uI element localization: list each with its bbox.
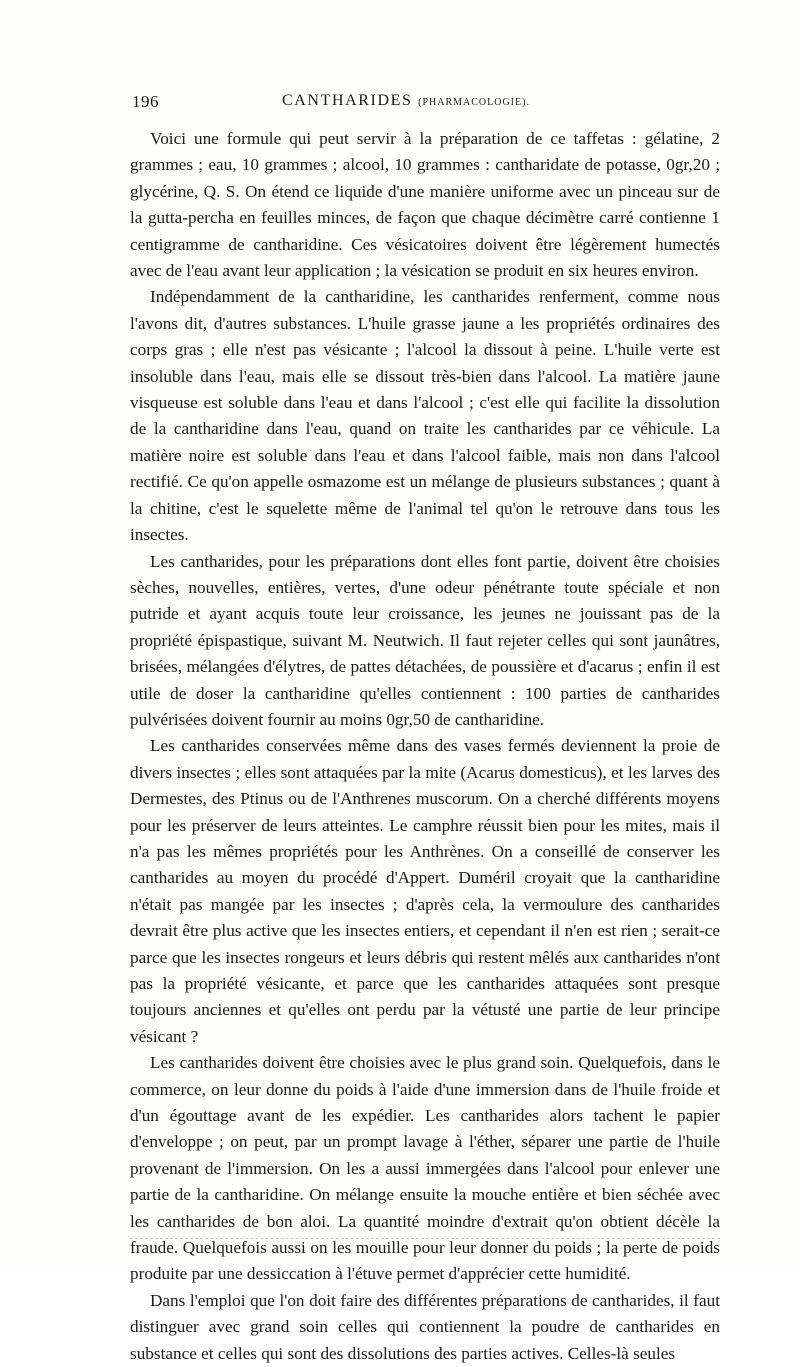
body-text <box>130 126 720 1367</box>
running-subtitle: (PHARMACOLOGIE). <box>418 97 530 108</box>
paragraph: Les cantharides doivent être choisies avec le plus grand soin. Quelquefois, dans le commerce, on leur donne du poids à l'aide d'une immersion dans de l'huile froide et d'un égouttage avant de les expédier. Les cantharides alors tachent le papier d'enveloppe ; on peut, par un prompt lavage à l'éther, séparer une partie de l'huile provenant de l'immersion. On les a aussi immergées dans l'alcool pour enlever une partie de la cantharidine. On mélange ensuite la mouche entière et bien séchée avec les cantharides de bon aloi. La quantité moindre d'extrait qu'on obtient décèle la fraude. Quelquefois aussi on les mouille pour leur donner du poids ; la perte de poids produite par une dessiccation à l'étuve permet d'apprécier cette humidité. <box>130 1053 720 1284</box>
paragraph: Indépendamment de la cantharidine, les cantharides renferment, comme nous l'avons dit, d'autres substances. L'huile grasse jaune a les propriétés ordinaires des corps gras ; elle n'est pas vésicante ; l'alcool la dissout à peine. L'huile verte est insoluble dans l'eau, mais elle se dissout très-bien dans l'alcool. La matière jaune visqueuse est soluble dans l'eau et dans l'alcool ; c'est elle qui facilite la dissolution de la cantharidine dans l'eau, quand on traite les cantharides par ce véhicule. La matière noire est soluble dans l'eau et dans l'alcool faible, mais non dans l'alcool rectifié. Ce qu'on appelle osmazome est un mélange de plusieurs substances ; quant à la chitine, c'est le squelette même de l'animal tel qu'on le retrouve dans tous les insectes. <box>130 287 720 545</box>
paragraph: Voici une formule qui peut servir à la préparation de ce taffetas : gélatine, 2 grammes ; eau, 10 grammes ; alcool, 10 grammes : cantharidate de potasse, 0gr,20 ; glycérine, Q. S. On étend ce liquide d'une manière uniforme avec un pinceau sur de la gutta-percha en feuilles minces, de façon que chaque décimètre carré contienne 1 centigramme de cantharidine. Ces vésicatoires doivent être légèrement humectés avec de l'eau avant leur application ; la vésication se produit en six heures environ. <box>130 129 720 281</box>
running-head <box>282 92 530 110</box>
running-title: CANTHARIDES <box>282 92 413 109</box>
paragraph: Les cantharides conservées même dans des vases fermés deviennent la proie de divers insectes ; elles sont attaquées par la mite (Acarus domesticus), et les larves des Dermestes, des Ptinus ou de l'Anthrenes muscorum. On a cherché différents moyens pour les préserver de leurs atteintes. Le camphre réussit bien pour les mites, mais il n'a pas les mêmes propriétés pour les Anthrènes. On a conseillé de conserver les cantharides au moyen du procédé d'Appert. Duméril croyait que la cantharidine n'était pas mangée par les insectes ; d'après cela, la vermoulure des cantharides devrait être plus active que les insectes entiers, et cependant il n'en est rien ; serait-ce parce que les insectes rongeurs et leurs débris qui restent mêlés aux cantharides n'ont pas la propriété vésicante, et parce que les cantharides attaquées sont presque toujours anciennes et qu'elles ont perdu par la vétusté une partie de leur principe vésicant ? <box>130 736 720 1046</box>
page-number: 196 <box>132 92 159 111</box>
page-header <box>132 92 722 118</box>
paragraph: Dans l'emploi que l'on doit faire des différentes préparations de cantharides, il faut distinguer avec grand soin celles qui contiennent la poudre de cantharides en substance et celles qui sont des dissolutions des parties actives. Celles-là seules <box>130 1290 720 1363</box>
paragraph: Les cantharides, pour les préparations dont elles font partie, doivent être choisies sèches, nouvelles, entières, vertes, d'une odeur pénétrante toute spéciale et non putride et ayant acquis toute leur croissance, les jeunes ne jouissant pas de la propriété épispastique, suivant M. Neutwich. Il faut rejeter celles qui sont jaunâtres, brisées, mélangées d'élytres, de pattes détachées, de poussière et d'acarus ; enfin il est utile de doser la cantharidine qu'elles contiennent : 100 parties de cantharides pulvérisées doivent fournir au moins 0gr,50 de cantharidine. <box>130 551 720 729</box>
bottom-rule <box>130 1238 720 1239</box>
